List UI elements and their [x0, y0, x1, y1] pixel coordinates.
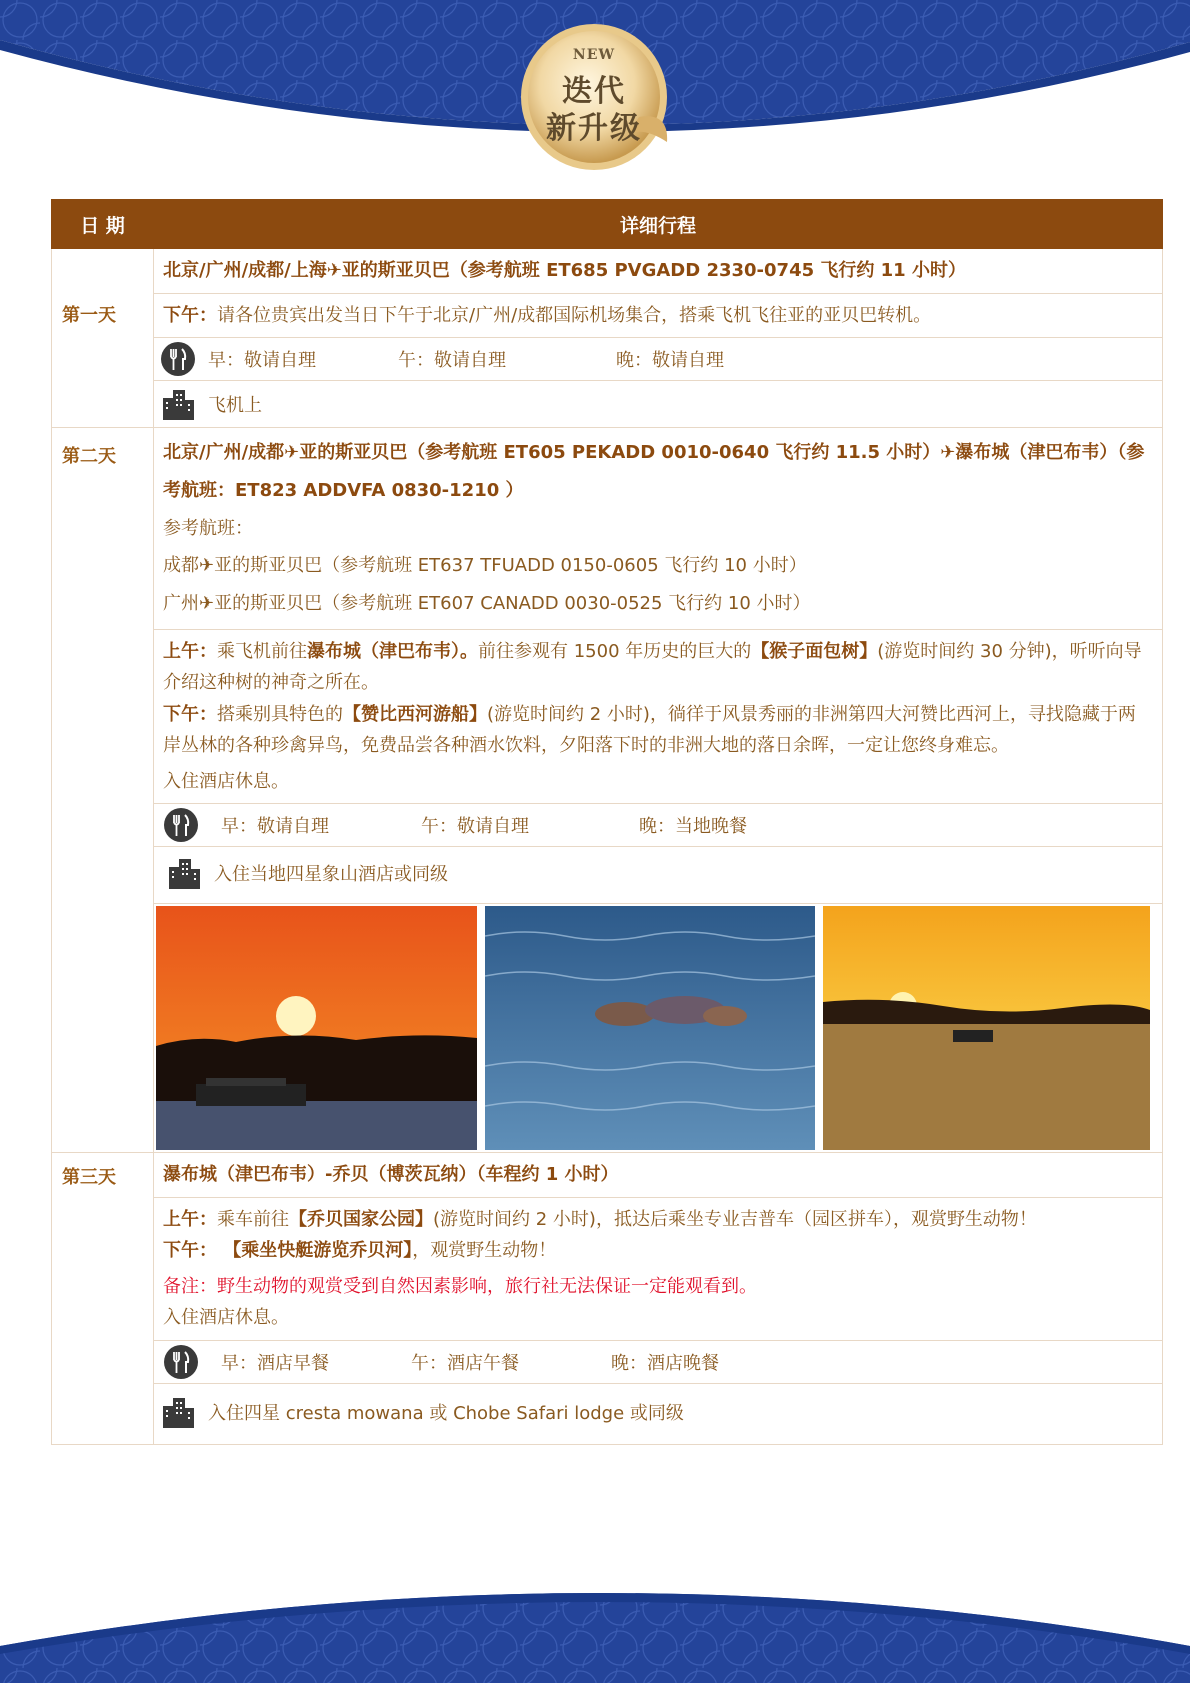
hotel-icon [160, 1394, 196, 1430]
itinerary-table [51, 199, 1163, 1445]
day2-label: 第二天 [62, 446, 116, 467]
day3-note-text: 野生动物的观赏受到自然因素影响，旅行社无法保证一定能观看到。 [217, 1275, 757, 1297]
day2-hotel-row [52, 847, 1163, 904]
day2-ref-label: 参考航班： [163, 517, 253, 539]
day3-title: 瀑布城（津巴布韦）-乔贝（博茨瓦纳）（车程约 1 小时） [163, 1164, 619, 1186]
day1-label-cell [52, 249, 154, 428]
badge-line1: 迭代 [562, 74, 626, 109]
day2-hotel [154, 847, 1162, 903]
day3-meal-row [52, 1340, 1163, 1383]
day3-dinner: 晚：酒店晚餐 [611, 1352, 719, 1374]
day3-note [163, 1271, 1153, 1303]
day1-title: 北京/广州/成都/上海✈亚的斯亚贝巴（参考航班 ET685 PVGADD 2330-0745 飞行约 11 小时） [163, 260, 966, 281]
day2-am-d: 【猴子面包树】 [751, 640, 878, 662]
am-label: 上午： [163, 640, 217, 662]
day2-dinner: 晚：当地晚餐 [639, 816, 747, 838]
hotel-icon [166, 855, 202, 891]
day3-hotel-row [52, 1383, 1163, 1444]
day3-meals [154, 1341, 1162, 1383]
badge-line2: 新升级 [546, 111, 642, 146]
meal-icon [163, 807, 199, 843]
badge-new-text: NEW [572, 47, 616, 63]
note-label: 备注： [163, 1275, 217, 1297]
day3-activities [154, 1198, 1162, 1340]
day2-title-row [52, 428, 1163, 630]
day2-activity-row [52, 629, 1163, 804]
day2-activities [154, 630, 1162, 804]
day3-pm-c: ，观赏野生动物！ [412, 1240, 557, 1262]
day1-pm-row [52, 293, 1163, 338]
meal-icon [160, 341, 196, 377]
day1-dinner: 晚：敬请自理 [616, 350, 724, 371]
day3-hotel [154, 1384, 1162, 1444]
pm-label: 下午： [163, 703, 217, 725]
day3-lunch: 午：酒店午餐 [411, 1352, 519, 1374]
day2-lunch: 午：敬请自理 [421, 816, 529, 838]
day1-pm [154, 294, 1162, 338]
day2-photo-row [52, 904, 1163, 1153]
day1-hotel-text: 飞机上 [208, 395, 262, 416]
pm-label: 下午： [163, 304, 217, 326]
day2-photos [154, 904, 1162, 1152]
day3-am-c: (游览时间约 2 小时)，抵达后乘坐专业吉普车（园区拼车），观赏野生动物！ [433, 1208, 1037, 1230]
day3-am-b: 【乔贝国家公园】 [289, 1208, 433, 1230]
day2-am-e: (游览时间约 30 分钟)，听听向导介绍这种树的神奇之所在。 [163, 640, 1142, 694]
day3-title-row [52, 1153, 1163, 1198]
day3-pm-b: 【乘坐快艇游览乔贝河】 [217, 1240, 413, 1262]
day2-pm-c: (游览时间约 2 小时)，徜徉于风景秀丽的非洲第四大河赞比西河上，寻找隐藏于两岸丛林的各种珍禽异鸟，免费品尝各种酒水饮料，夕阳落下时的非洲大地的落日余晖，一定让您终身难忘。 [163, 703, 1136, 757]
day1-pm-text: 请各位贵宾出发当日下午于北京/广州/成都国际机场集合，搭乘飞机飞往亚的亚贝巴转机。 [217, 304, 932, 326]
header-day: 日 期 [52, 200, 154, 249]
day3-pm [163, 1235, 1153, 1267]
day1-breakfast: 早：敬请自理 [208, 350, 316, 371]
hippo-photo [485, 906, 815, 1150]
day2-rest: 入住酒店休息。 [163, 770, 289, 792]
day2-am-a: 乘飞机前往 [217, 640, 307, 662]
day2-pm-b: 【赞比西河游船】 [343, 703, 487, 725]
day2-breakfast: 早：敬请自理 [221, 816, 329, 838]
day2-am-b: 瀑布城（津巴布韦）。 [307, 640, 478, 662]
meal-icon [163, 1344, 199, 1380]
day2-ref2: 广州✈亚的斯亚贝巴（参考航班 ET607 CANADD 0030-0525 飞行约 10 小时） [163, 593, 811, 615]
day2-pm-a: 搭乘别具特色的 [217, 703, 343, 725]
hotel-icon [160, 386, 196, 422]
day2-label-cell [52, 428, 154, 1153]
table-header-row [52, 200, 1163, 249]
day3-breakfast: 早：酒店早餐 [221, 1352, 329, 1374]
sunset-boat-photo [156, 906, 477, 1150]
day1-label: 第一天 [62, 305, 116, 326]
day1-meal-row [52, 338, 1163, 381]
day3-hotel-text: 入住四星 cresta mowana 或 Chobe Safari lodge 或同级 [208, 1402, 684, 1424]
day2-ref1: 成都✈亚的斯亚贝巴（参考航班 ET637 TFUADD 0150-0605 飞行约 10 小时） [163, 555, 807, 577]
day3-rest: 入住酒店休息。 [163, 1307, 289, 1329]
footer-decoration [0, 1588, 1190, 1683]
day1-lunch: 午：敬请自理 [398, 350, 506, 371]
day2-hotel-text: 入住当地四星象山酒店或同级 [214, 864, 448, 886]
day1-hotel [154, 381, 1162, 427]
day3-label-cell [52, 1153, 154, 1445]
day1-hotel-row [52, 381, 1163, 428]
river-sunset-photo [823, 906, 1150, 1150]
day1-meals [154, 338, 1162, 380]
day3-am-a: 乘车前往 [217, 1208, 289, 1230]
header-detail: 详细行程 [154, 200, 1163, 249]
day2-flights [154, 428, 1162, 629]
day2-meals [154, 804, 1162, 846]
am-label: 上午： [163, 1208, 217, 1230]
day3-am [163, 1204, 1153, 1236]
pm-label: 下午： [163, 1240, 217, 1262]
day2-am-c: 前往参观有 1500 年历史的巨大的 [478, 640, 752, 662]
day3-activity-row [52, 1197, 1163, 1340]
day1-title-row [52, 249, 1163, 294]
day2-meal-row [52, 804, 1163, 847]
day3-label: 第三天 [62, 1167, 116, 1189]
day2-title: 北京/广州/成都✈亚的斯亚贝巴（参考航班 ET605 PEKADD 0010-0640 飞行约 11.5 小时）✈瀑布城（津巴布韦）（参考航班：ET823 ADDVFA 0830-1210 ） [163, 442, 1145, 501]
day2-pm [163, 699, 1153, 762]
day2-am [163, 636, 1153, 699]
